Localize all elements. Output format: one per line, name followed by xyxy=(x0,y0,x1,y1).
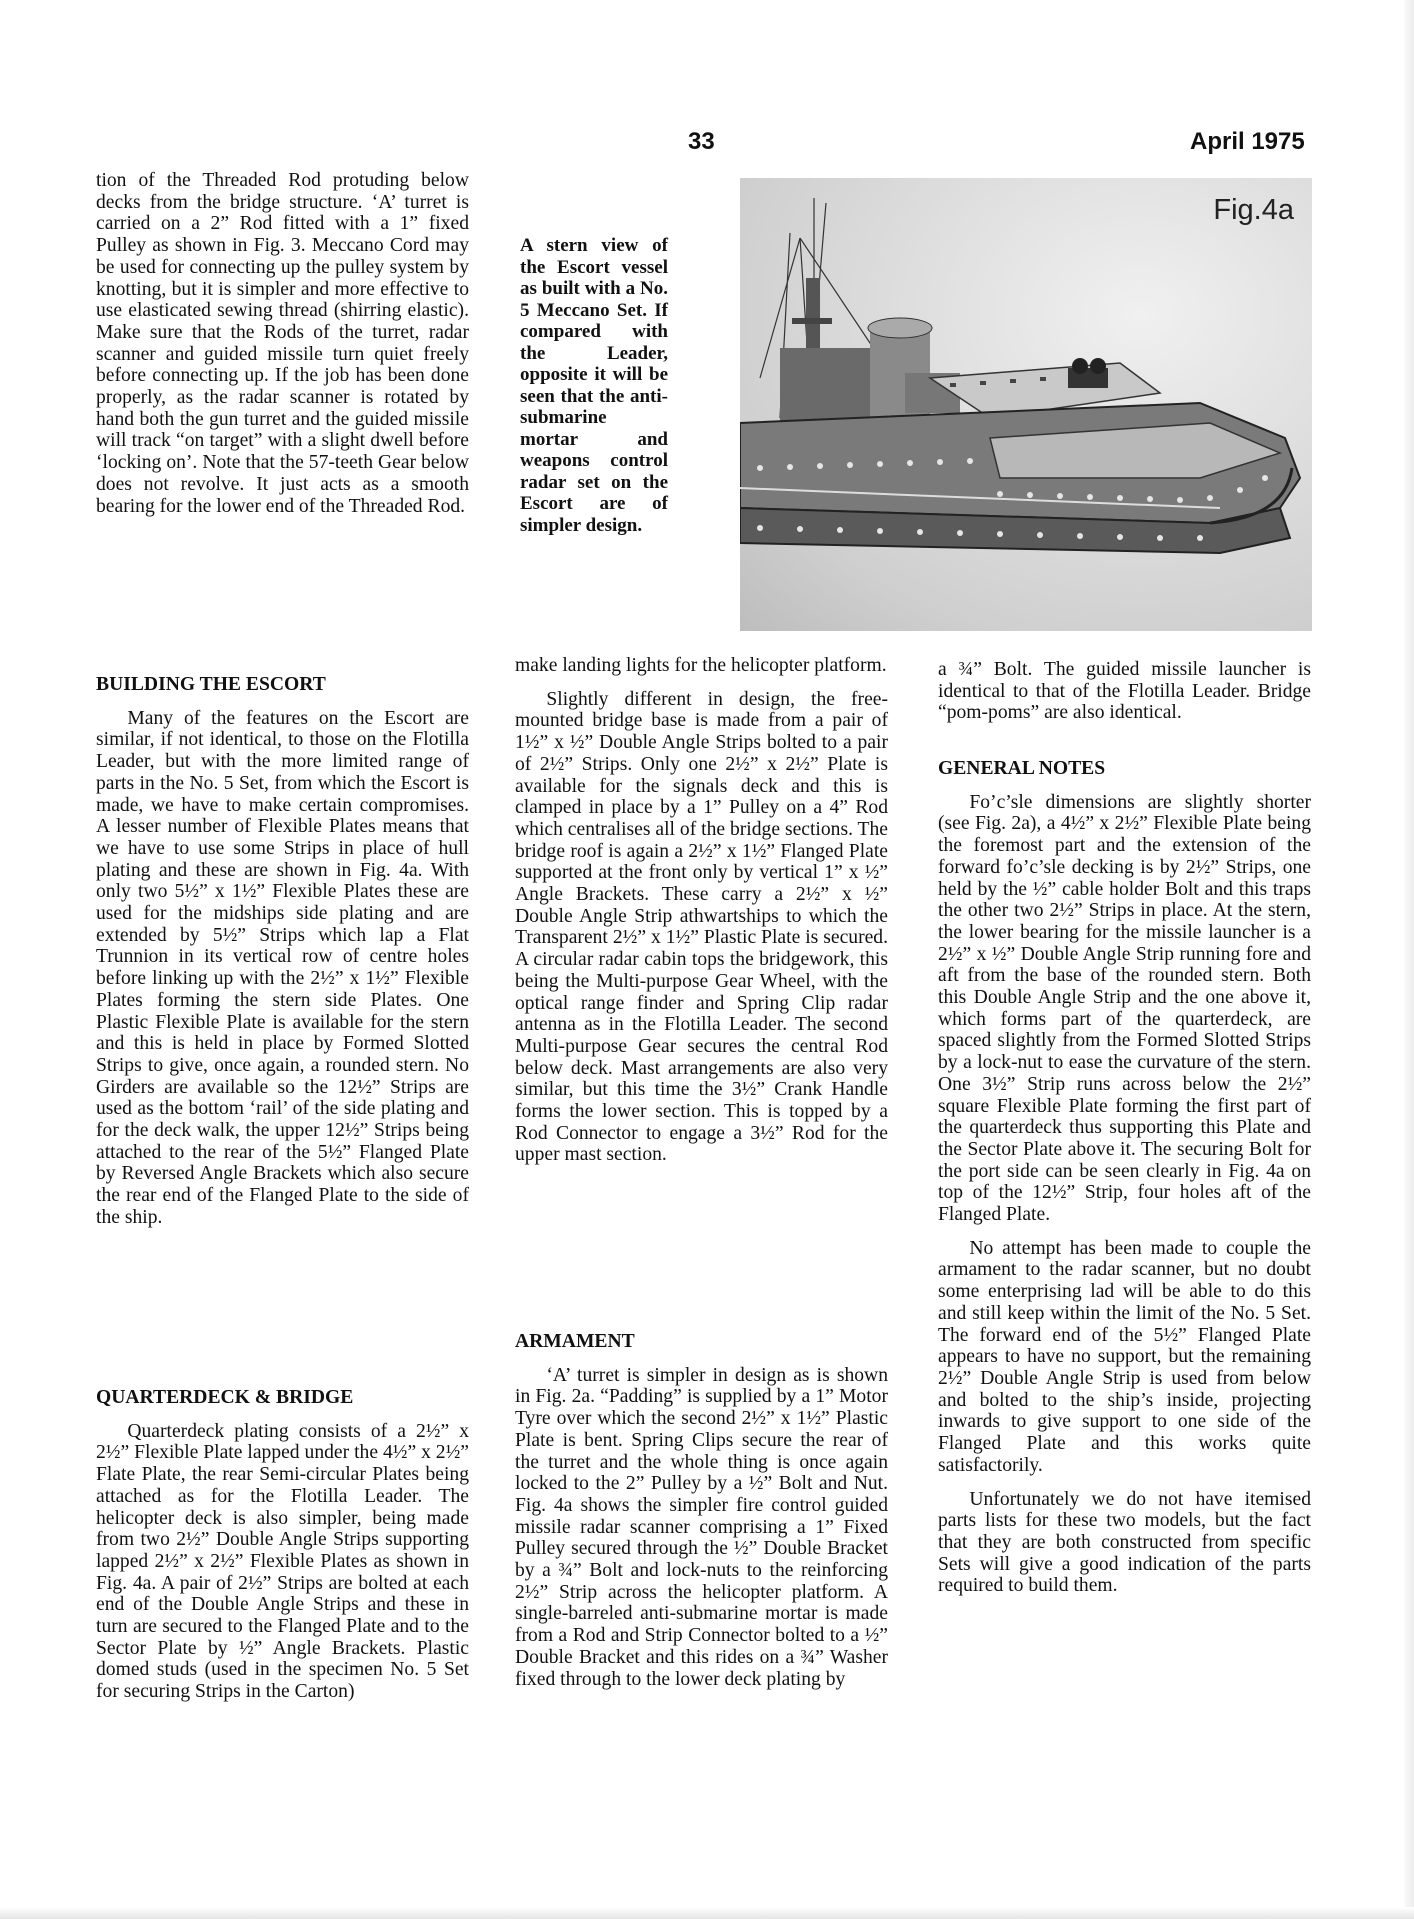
heading-armament: ARMAMENT xyxy=(515,1331,635,1352)
bridge-paragraph: Slightly different in design, the free-mounted bridge base is made from a pair of 1½” x ½” Double Angle Strips bolted to a pair of 2½” Strips. Only one 2½” x 2½” Plate is available for the signals deck and this is clamped in place by a 1” Pulley on a 4” Rod which centralises all of the bridge sections. The bridge roof is again a 2½” x 1½” Flanged Plate supported at the front only by vertical 1” x ½” Angle Brackets. These carry a 2½” x ½” Double Angle Strip athwartships to which the Transparent 2½” x 1½” Plastic Plate is secured. A circular radar cabin tops the bridgework, this being the Multi-purpose Gear Wheel, with the optical range finder and Spring Clip radar antenna as in the Flotilla Leader. The second Multi-purpose Gear secures the central Rod below deck. Mast arrangements are also very similar, but this time the 3½” Crank Handle forms the lower section. This is topped by a Rod Connector to engage a 3½” Rod for the upper mast section. xyxy=(515,688,888,1166)
page-bottom-edge xyxy=(0,1907,1414,1919)
intro-paragraph: tion of the Threaded Rod protuding below decks from the bridge structure. ‘A’ turret is carried on a 2” Rod fitted with a 1” fixed Pulley as shown in Fig. 3. Meccano Cord may be used for connecting up the pulley system by knotting, but it is simpler and more effective to use elasticated sewing thread (shirring elastic). Make sure that the Rods of the turret, radar scanner and guided missile turn quiet freely before connecting up. If the job has been done properly, as the radar scanner is rotated by hand both the gun turret and the guided missile will track “on target” with a slight dwell before ‘locking on’. Note that the 57-teeth Gear below does not revolve. It just acts as a smooth bearing for the lower end of the Threaded Rod. xyxy=(96,170,469,517)
heading-quarterdeck-bridge: QUARTERDECK & BRIDGE xyxy=(96,1387,354,1408)
heading-general-notes: GENERAL NOTES xyxy=(938,758,1106,779)
column1-building xyxy=(96,674,469,1229)
parts-lists-paragraph: Unfortunately we do not have itemised parts lists for these two models, but the fact that they are both constructed from specific Sets will give a good indication of the parts required to build them. xyxy=(938,1488,1311,1597)
ship-model-photo xyxy=(740,178,1312,631)
page-edge-shadow xyxy=(1404,0,1414,1919)
issue-date: April 1975 xyxy=(1190,128,1305,155)
building-paragraph: Many of the features on the Escort are similar, if not identical, to those on the Flotilla Leader, but with the more limited range of parts in the No. 5 Set, from which the Escort is made, we have to make certain compromises. A lesser number of Flexible Plates means that we have to use some Strips in place of hull plating and these are shown in Fig. 4a. With only two 5½” x 1½” Flexible Plates these are used for the midships side plating and are extended by 5½” Strips which lap a Flat Trunnion in its vertical row of centre holes before linking up with the 2½” x 1½” Flexible Plates forming the stern side Plates. One Plastic Flexible Plate is available for the stern and this is held in place by Formed Slotted Strips to give, once again, a rounded stern. No Girders are available so the 12½” Strips are used as the bottom ‘rail’ of the side plating and for the deck walk, the upper 12½” Strips being attached to the rear of the 5½” Flanged Plate by Reversed Angle Brackets which also secure the rear end of the Flanged Plate to the side of the ship. xyxy=(96,707,469,1228)
column2-armament xyxy=(515,1331,888,1690)
general-notes-paragraph: Fo’c’sle dimensions are slightly shorter (see Fig. 2a), a 4½” x 2½” Flexible Plate being the foremost part and the extension of the forward fo’c’sle decking is by 2½” Strips, one held by the ½” cable holder Bolt and this traps the other two 2½” Strips in place. At the stern, the lower bearing for the missile launcher is a 2½” x ½” Double Angle Strip running fore and aft from the base of the rounded stern. Both this Double Angle Strip and the one above it, which forms part of the quarterdeck, are spaced slightly from the Formed Slotted Strips by a lock-nut to ease the curvature of the stern. One 3½” Strip runs across below the 2½” square Flexible Plate forming the first part of the quarterdeck thus supporting this Plate and the Sector Plate above it. The securing Bolt for the port side can be seen clearly in Fig. 4a on top of the 12½” Strip, four holes aft of the Flanged Plate. xyxy=(938,791,1311,1226)
column3-general-notes xyxy=(938,758,1311,1597)
column1-intro xyxy=(96,170,469,517)
heading-building-the-escort: BUILDING THE ESCORT xyxy=(96,674,326,695)
page-number: 33 xyxy=(688,128,715,155)
no-attempt-paragraph: No attempt has been made to couple the armament to the radar scanner, but no doubt some enterprising lad will be able to do this and still keep within the limit of the No. 5 Set. The forward end of the 5½” Flanged Plate appears to have no support, but the remaining 2½” Double Angle Strip is used from below and bolted to the ship’s inside, projecting inwards to give support to one side of the Flanged Plate and this works quite satisfactorily. xyxy=(938,1237,1311,1476)
armament-paragraph: ‘A’ turret is simpler in design as is shown in Fig. 2a. “Padding” is supplied by a 1” Motor Tyre over which the second 2½” x 1½” Plastic Plate is bent. Spring Clips secure the rear of the turret and the whole thing is once again locked to the 2” Pulley by a ½” Bolt and Nut. Fig. 4a shows the simpler fire control guided missile radar scanner comprising a 1” Fixed Pulley secured through the ½” Double Bracket by a ¾” Bolt and lock-nuts to the reinforcing 2½” Strip across the helicopter platform. A single-barreled anti-submarine mortar is made from a Rod and Strip Connector bolted to a ½” Double Bracket and this rides on a ¾” Washer fixed through to the lower deck plating by xyxy=(515,1364,888,1690)
column2-bridge xyxy=(515,655,888,1166)
figure-caption: A stern view of the Escort vessel as built with a No. 5 Meccano Set. If compared with the Leader, opposite it will be seen that the anti-submarine mortar and weapons control radar set on the Escort are of simpler design. xyxy=(520,235,668,536)
escort-ship-illustration xyxy=(740,178,1312,631)
figure-label: Fig.4a xyxy=(1213,194,1294,226)
quarterdeck-paragraph: Quarterdeck plating consists of a 2½” x 2½” Flexible Plate lapped under the 4½” x 2½” Flate Plate, the rear Semi-circular Plates being attached as for the Flotilla Leader. The helicopter deck is also simpler, being made from two 2½” Double Angle Strips supporting lapped 2½” x 2½” Flexible Plates as shown in Fig. 4a. A pair of 2½” Strips are bolted at each end of the Double Angle Strips and these in turn are secured to the Flanged Plate and to the Sector Plate by ½” Angle Brackets. Plastic domed studs (used in the specimen No. 5 Set for securing Strips in the Carton) xyxy=(96,1420,469,1703)
column3-launcher xyxy=(938,659,1311,724)
landing-lights-paragraph: make landing lights for the helicopter platform. xyxy=(515,655,887,676)
column1-quarterdeck xyxy=(96,1387,469,1703)
launcher-paragraph: a ¾” Bolt. The guided missile launcher is identical to that of the Flotilla Leader. Bridge “pom-poms” are also identical. xyxy=(938,659,1311,724)
